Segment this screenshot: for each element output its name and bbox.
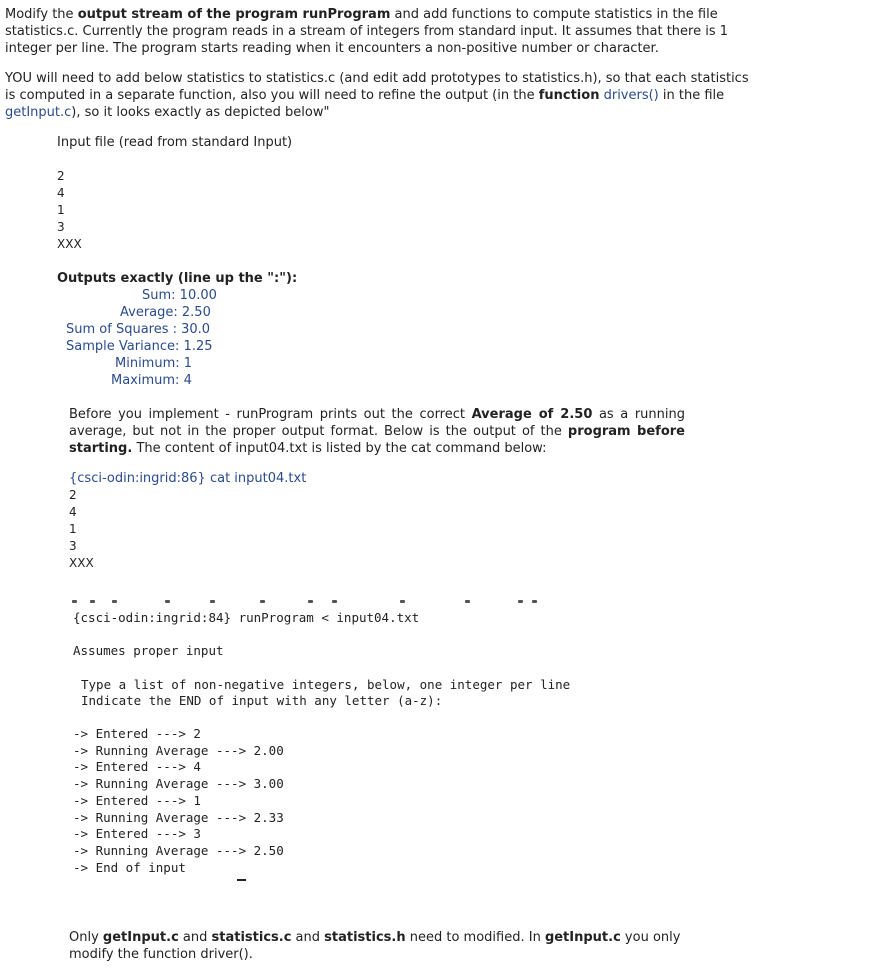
terminal-prompt-2: Indicate the END of input with any letter (a-z):	[81, 693, 443, 708]
output-sum: Sum: 10.00	[142, 288, 217, 303]
cat-line: 1	[69, 522, 77, 536]
terminal-assumes: Assumes proper input	[73, 643, 224, 658]
input-line: XXX	[57, 237, 82, 251]
terminal-line: -> Entered ---> 4	[73, 759, 201, 775]
output-sample-variance: Sample Variance: 1.25	[66, 339, 213, 354]
input-line: 3	[57, 220, 65, 234]
terminal-line: -> Entered ---> 1	[73, 792, 201, 808]
average-bold: Average of 2.50	[471, 407, 593, 422]
cat-line: 4	[69, 505, 77, 519]
intro-paragraph-1	[5, 6, 745, 57]
terminal-line: -> Running Average ---> 2.33	[73, 809, 284, 825]
drivers-ref: drivers()	[603, 88, 659, 103]
input-line: 4	[57, 186, 65, 200]
terminal-command: {csci-odin:ingrid:84} runProgram < input04.txt	[73, 610, 420, 625]
cropped-line-fragment	[70, 600, 540, 604]
terminal-line: -> Entered ---> 2	[73, 726, 201, 741]
input-file-title: Input file (read from standard Input)	[57, 135, 293, 150]
terminal-line: -> Entered ---> 3	[73, 826, 201, 842]
cat-line: XXX	[69, 556, 94, 570]
terminal-output	[73, 726, 284, 876]
terminal-line: -> End of input	[73, 859, 186, 875]
intro-text: YOU will need to add below statistics to statistics.c (and edit add prototypes to statistics.h), so that each statistics is computed in a separate function, also you will need to refine the output (in the	[5, 71, 749, 103]
cat-line: 3	[69, 539, 77, 553]
closing-paragraph: Only getInput.c and statistics.c and statistics.h need to modified. In getInput.c you only modify the function driver().	[69, 930, 681, 962]
terminal-prompt-1: Type a list of non-negative integers, below, one integer per line	[81, 677, 571, 692]
output-minimum: Minimum: 1	[115, 356, 193, 371]
terminal-line: -> Running Average ---> 2.50	[73, 842, 284, 858]
outputs-heading: Outputs exactly (line up the ":"):	[57, 271, 298, 286]
terminal-line: -> Running Average ---> 3.00	[73, 776, 284, 792]
intro-bold-function: function	[538, 88, 600, 103]
input-line: 2	[57, 169, 65, 183]
input-line: 1	[57, 203, 65, 217]
intro-text: and add functions to compute statistics in the file statistics.c. Currently the program reads in a stream of integers from standard input. It assumes that there is 1 integer per line. The program starts reading when it encounters a non-positive number or character.	[5, 7, 729, 56]
getinput-ref: getInput.c	[5, 105, 72, 120]
intro-paragraph-2: YOU will need to add below statistics to statistics.c (and edit add prototypes to statistics.h), so that each statistics is computed in a separate function, also you will need to refine the output (in the function drivers() in the file getInput.c), so it looks exactly as depicted below"	[5, 71, 749, 120]
intro-bold-output-stream: output stream of the program runProgram	[77, 7, 391, 22]
cat-line: 2	[69, 488, 77, 502]
before-paragraph: Before you implement - runProgram prints out the correct Average of 2.50 as a running average, but not in the proper output format. Below is the output of the program before starting. The content of input04.txt is listed by the cat command below:	[69, 407, 685, 456]
output-sum-of-squares: Sum of Squares : 30.0	[66, 322, 211, 337]
terminal-line: -> Running Average ---> 2.00	[73, 742, 284, 758]
intro-text: Modify the	[5, 7, 78, 22]
cat-command: {csci-odin:ingrid:86} cat input04.txt	[69, 471, 307, 486]
program-before-bold: program before starting.	[69, 424, 685, 456]
input-file-list	[57, 168, 82, 253]
output-average: Average: 2.50	[120, 305, 211, 320]
output-maximum: Maximum: 4	[111, 373, 192, 388]
cat-output-list	[69, 487, 94, 572]
terminal-cursor	[237, 879, 246, 881]
